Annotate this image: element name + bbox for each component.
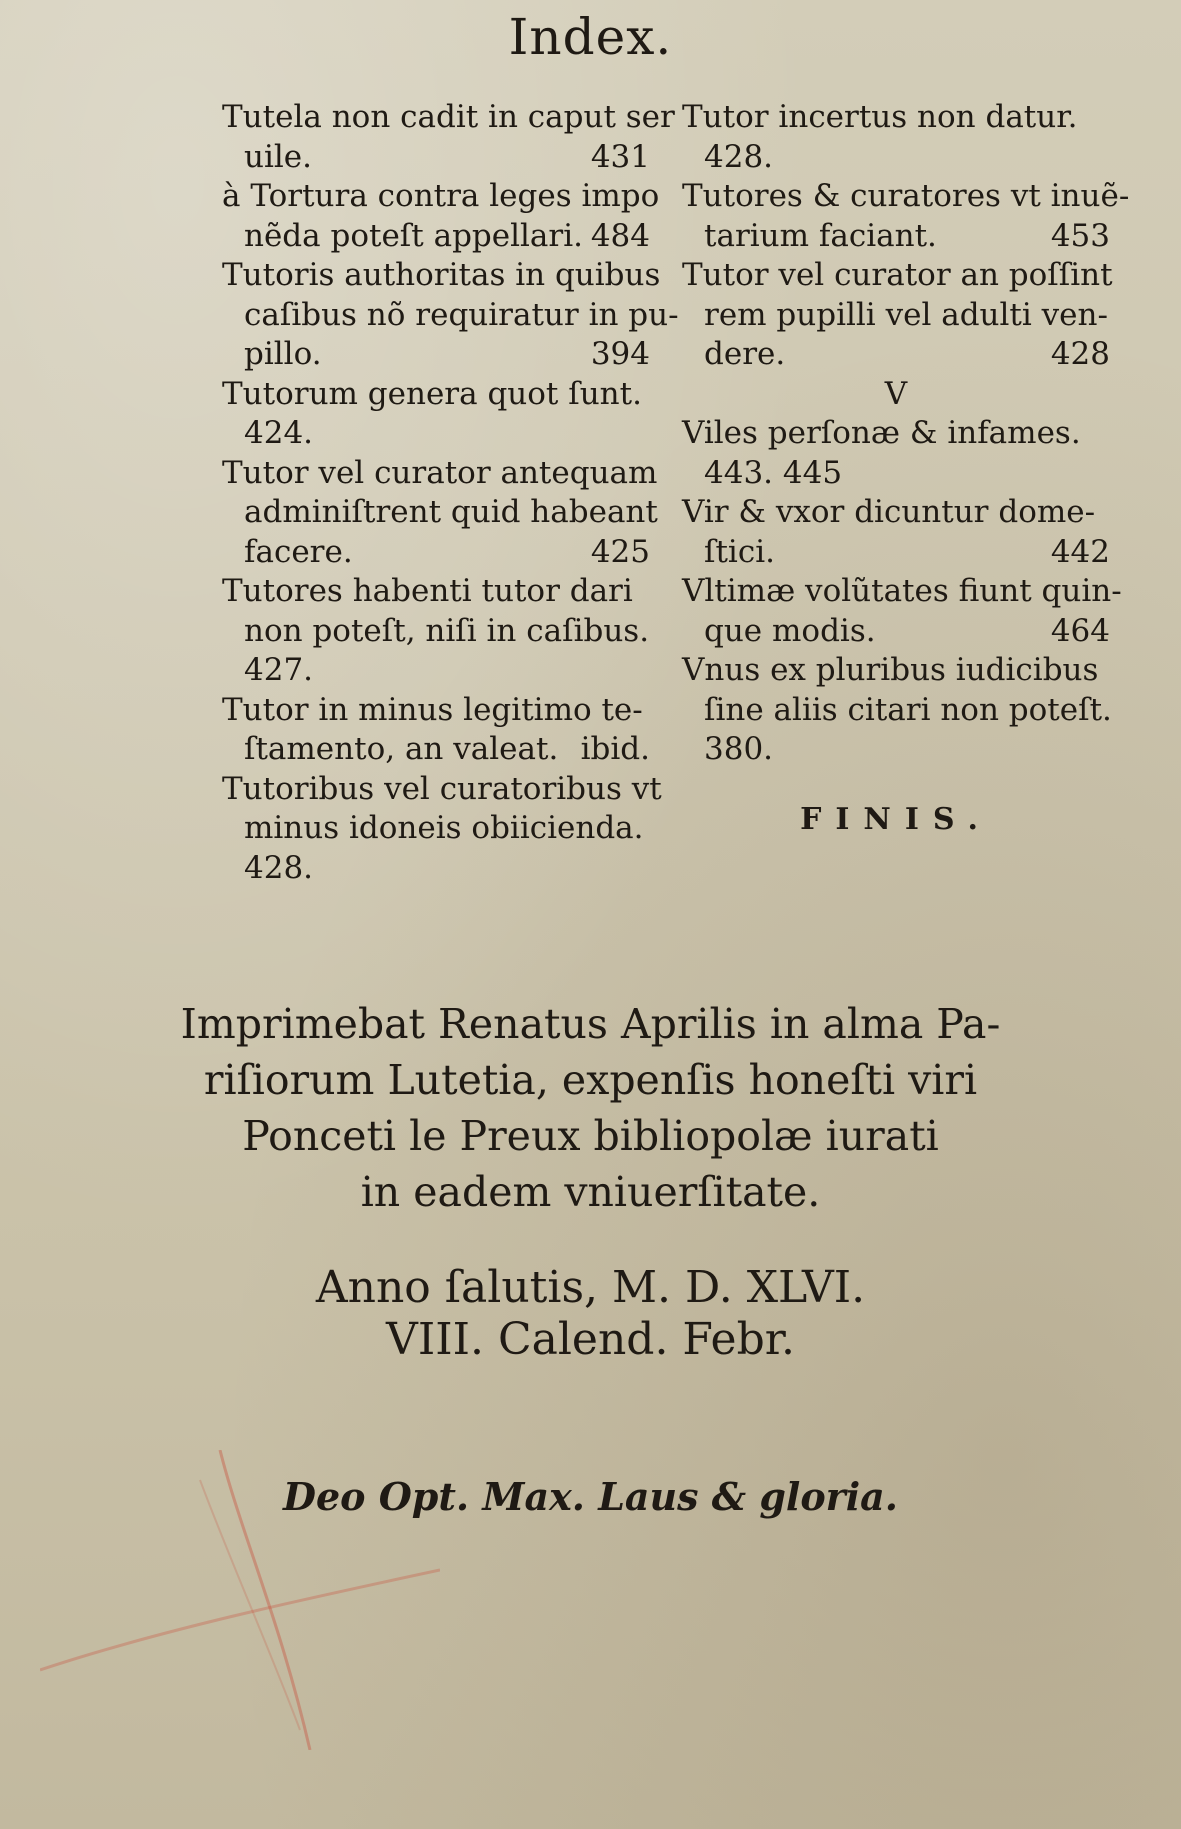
entry-line xyxy=(222,533,650,573)
page-reference: 428 xyxy=(1050,336,1110,372)
colophon-line: Ponceti le Preux bibliopolæ iurati xyxy=(242,1112,939,1160)
entry-line: Tutoribus vel curatoribus vt xyxy=(222,770,662,807)
page-reference: 425 xyxy=(590,533,650,570)
entry-line: Tutoris authoritas in quibus xyxy=(222,257,661,293)
entry-line xyxy=(682,533,1110,573)
entry-line xyxy=(682,612,1110,652)
entry-line xyxy=(682,217,1110,257)
index-entry xyxy=(682,177,1130,256)
entry-line: 428. xyxy=(704,138,774,175)
entry-line: Tutor in minus legitimo te- xyxy=(222,691,643,728)
entry-line: Tutor incertus non datur. xyxy=(682,99,1078,135)
index-entry xyxy=(222,177,660,256)
index-entry xyxy=(682,256,1113,375)
section-letter: V xyxy=(884,375,908,412)
page-reference: 394 xyxy=(590,336,650,372)
entry-line: Viles perſonæ & infames. xyxy=(682,415,1081,451)
page-reference: 484 xyxy=(590,217,650,254)
printer-colophon xyxy=(0,996,1181,1220)
entry-line: Tutorum genera quot ſunt. xyxy=(222,375,642,412)
entry-line: rem pupilli vel adulti ven- xyxy=(704,296,1108,333)
entry-line xyxy=(682,335,1110,375)
entry-line: 443. 445 xyxy=(704,454,843,491)
index-entry xyxy=(682,414,1110,493)
entry-line: ſine aliis citari non poteſt. xyxy=(704,691,1112,728)
entry-line: non poteſt, niſi in caſibus. xyxy=(244,612,650,649)
date-line: Anno ſalutis, M. D. XLVI. xyxy=(315,1262,866,1313)
entry-line: à Tortura contra leges impo xyxy=(222,178,660,214)
index-column-right xyxy=(682,98,1130,839)
entry-text: ſtamento, an valeat. xyxy=(244,731,559,767)
closing-motto: Deo Opt. Max. Laus & gloria. xyxy=(283,1474,898,1519)
index-entry xyxy=(682,572,1122,651)
date-line: VIII. Calend. Febr. xyxy=(386,1314,795,1365)
page-reference: ibid. xyxy=(580,731,650,767)
publication-date xyxy=(0,1262,1181,1366)
entry-line xyxy=(222,217,650,257)
page-reference: 464 xyxy=(1050,612,1110,649)
finis-mark: FINIS. xyxy=(800,801,992,837)
page-reference: 431 xyxy=(590,138,650,175)
entry-line: minus idoneis obiicienda. xyxy=(244,810,644,846)
index-entry xyxy=(222,256,679,375)
index-column-left xyxy=(222,98,679,888)
colophon-line: riſiorum Lutetia, expenſis honeſti viri xyxy=(203,1056,978,1104)
entry-line: Vltimæ volũtates fiunt quin- xyxy=(682,573,1122,609)
index-entry xyxy=(682,651,1110,770)
entry-line: Tutor vel curator antequam xyxy=(222,454,658,491)
entry-text: nẽda poteſt appellari. xyxy=(244,217,584,254)
entry-line: 427. xyxy=(244,652,314,688)
index-entry xyxy=(682,98,1110,177)
index-entry xyxy=(222,375,650,454)
entry-line: Tutores habenti tutor dari xyxy=(222,573,633,609)
entry-line: Vir & vxor dicuntur dome- xyxy=(682,494,1096,530)
entry-text: facere. xyxy=(244,533,353,570)
entry-line: adminiſtrent quid habeant xyxy=(244,494,658,530)
colophon-line: Imprimebat Renatus Aprilis in alma Pa- xyxy=(180,1000,1001,1048)
entry-line: Vnus ex pluribus iudicibus xyxy=(682,652,1099,688)
index-entry xyxy=(222,454,658,573)
entry-text: pillo. xyxy=(244,336,322,372)
entry-text: uile. xyxy=(244,138,312,175)
entry-line xyxy=(222,730,650,770)
entry-text: dere. xyxy=(704,336,786,372)
entry-line: 424. xyxy=(244,415,314,451)
colophon-line: in eadem vniuerſitate. xyxy=(360,1168,821,1216)
entry-line: Tutor vel curator an poſſint xyxy=(682,257,1113,293)
entry-line xyxy=(222,138,650,178)
entry-text: ſtici. xyxy=(704,533,775,570)
entry-line xyxy=(222,335,650,375)
index-entry xyxy=(222,98,675,177)
page-reference: 442 xyxy=(1050,533,1110,570)
index-entry xyxy=(682,493,1110,572)
entry-line: 428. xyxy=(244,849,314,886)
entry-text: que modis. xyxy=(704,612,876,649)
entry-line: Tutores & curatores vt inuẽ- xyxy=(682,178,1130,214)
index-entry xyxy=(222,691,650,770)
page-reference: 453 xyxy=(1050,217,1110,254)
entry-line: 380. xyxy=(704,731,774,767)
index-heading: Index. xyxy=(508,8,673,66)
entry-text: tarium faciant. xyxy=(704,217,937,254)
entry-line: caſibus nõ requiratur in pu- xyxy=(244,296,679,333)
entry-line: Tutela non cadit in caput ser xyxy=(222,99,675,135)
index-entry xyxy=(222,770,662,889)
index-entry xyxy=(222,572,650,691)
